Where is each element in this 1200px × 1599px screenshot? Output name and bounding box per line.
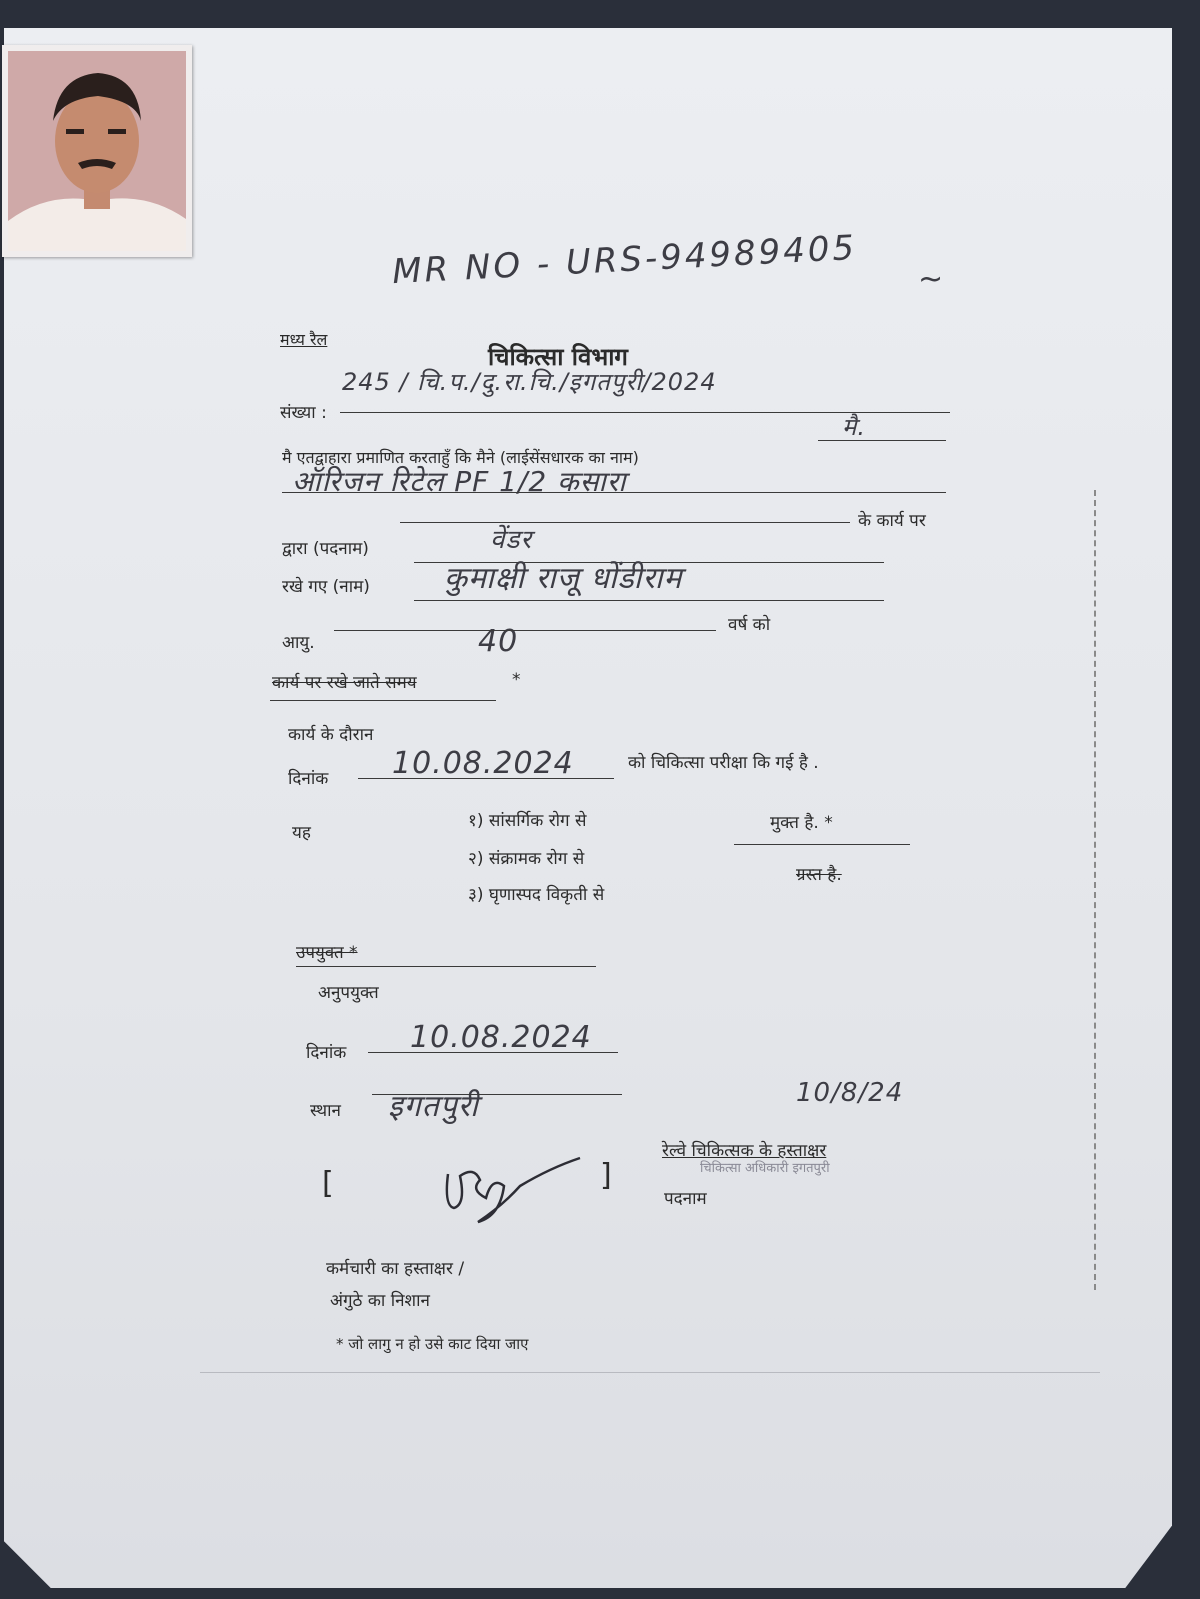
- exam-done-text: को चिकित्सा परीक्षा कि गई है .: [628, 753, 819, 773]
- fitness-divider: [296, 966, 596, 967]
- age-label: आयु.: [282, 633, 315, 653]
- age-line: [334, 630, 716, 631]
- timing-option-during-work: कार्य के दौरान: [288, 725, 374, 745]
- disease-item-2: २) संक्रामक रोग से: [468, 849, 585, 869]
- bottom-fold-line: [200, 1372, 1100, 1373]
- fit-text: उपयुक्त *: [296, 943, 358, 963]
- this-label: यह: [292, 823, 311, 843]
- age-value: 40: [478, 624, 519, 659]
- disease-item-1: १) सांसर्गिक रोग से: [468, 811, 587, 831]
- employee-signature: [430, 1146, 590, 1226]
- free-affected-divider: [734, 844, 910, 845]
- licensee-line-1: [818, 440, 946, 441]
- years-to-text: वर्ष को: [728, 615, 771, 635]
- licensee-line-3: [400, 522, 850, 523]
- name-value: कुमाक्षी राजू धोंडीराम: [444, 561, 683, 596]
- designation-value: वेंडर: [490, 525, 533, 555]
- portrait-image: [8, 51, 186, 251]
- bracket-open: [: [322, 1166, 334, 1201]
- exam-date-value: 10.08.2024: [392, 746, 574, 781]
- unfit-text: अनुपयुक्त: [318, 983, 379, 1003]
- timing-option-hiring: कार्य पर रखे जाते समय: [272, 673, 417, 693]
- name-line: [414, 600, 884, 601]
- designation-footer-label: पदनाम: [664, 1189, 707, 1209]
- free-from-text: मुक्त है. *: [770, 813, 833, 833]
- doctor-signature-label: रेल्वे चिकित्सक के हस्ताक्षर: [662, 1141, 827, 1161]
- place-value: इगतपुरी: [388, 1089, 479, 1124]
- place-label: स्थान: [310, 1101, 341, 1121]
- designation-label: द्वारा (पदनाम): [282, 539, 369, 559]
- department-title: चिकित्सा विभाग: [488, 343, 628, 371]
- employee-signature-label: कर्मचारी का हस्ताक्षर /: [326, 1259, 465, 1279]
- licensee-name: ऑरिजन रिटेल PF 1/2 कसारा: [292, 465, 627, 498]
- timing-asterisk: *: [512, 670, 521, 690]
- place-line: [372, 1094, 622, 1095]
- footnote: * जो लागु न हो उसे काट दिया जाए: [336, 1335, 529, 1353]
- footer-date-line: [368, 1052, 618, 1053]
- tick-mark: ~: [918, 262, 945, 297]
- disease-item-3: ३) घृणास्पद विकृती से: [468, 885, 605, 905]
- applicant-photo: [2, 45, 192, 257]
- footer-date-value: 10.08.2024: [410, 1020, 592, 1055]
- licensee-prefix: मै.: [842, 413, 866, 441]
- on-work-text: के कार्य पर: [858, 511, 926, 531]
- footer-date-label: दिनांक: [306, 1043, 347, 1063]
- right-perforation: [1094, 490, 1096, 1290]
- exam-date-label: दिनांक: [288, 769, 329, 789]
- doctor-stamp: चिकित्सा अधिकारी इगतपुरी: [700, 1161, 830, 1176]
- exam-date-line: [358, 778, 614, 779]
- name-label: रखे गए (नाम): [282, 577, 370, 597]
- thumb-label: अंगुठे का निशान: [330, 1291, 430, 1311]
- certify-statement: मै एतद्वाहारा प्रमाणित करताहुँ कि मैने (लाईसेंसधारक का नाम): [282, 448, 639, 467]
- org-name: मध्य रैल: [280, 330, 328, 349]
- licensee-line-2: [282, 492, 946, 493]
- reference-number: 245 / चि.प./दु.रा.चि./इगतपुरी/2024: [342, 368, 717, 396]
- reference-label: संख्या :: [280, 403, 327, 423]
- doctor-signature: 10/8/24: [796, 1078, 904, 1108]
- bracket-close: ]: [600, 1158, 612, 1193]
- timing-underline: [270, 700, 496, 701]
- mr-number: MR NO - URS-94989405: [391, 227, 858, 293]
- affected-text: ग्रस्त है.: [796, 865, 842, 885]
